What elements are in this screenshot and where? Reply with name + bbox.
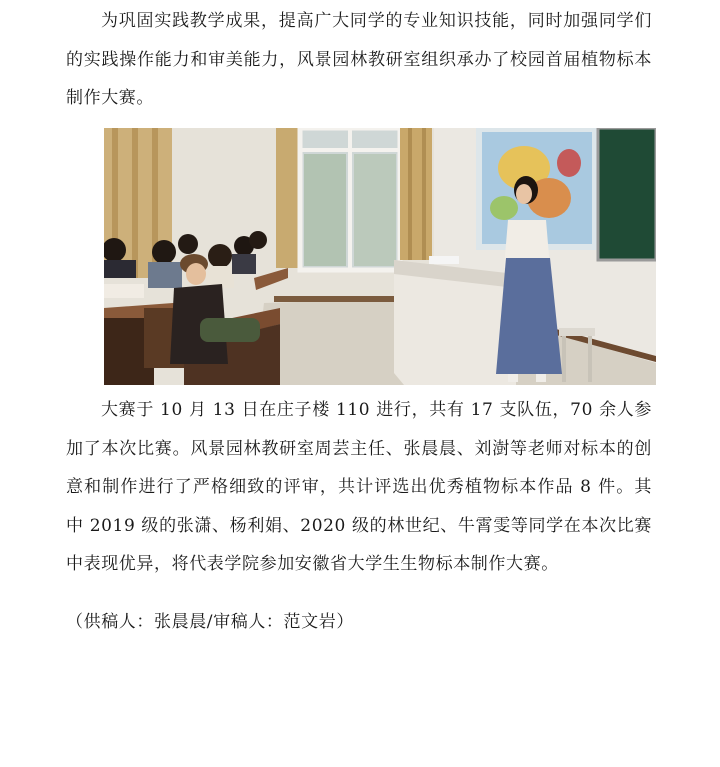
student-body [148,262,182,288]
student-body [104,260,136,278]
curtain-fold [408,128,412,260]
student-head [208,244,232,268]
stool [559,328,595,336]
laptop [429,256,459,264]
map-region [490,196,518,220]
curtain-middle [276,128,300,268]
student-head [178,234,198,254]
student-body [232,254,256,274]
blackboard [598,128,656,260]
map-region [557,149,581,177]
student-sleeve [104,284,144,298]
paragraph-intro: 为巩固实践教学成果，提高广大同学的专业知识技能，同时加强同学们的实践操作能力和审美能力，风景园林教研室组织承办了校园首届植物标本制作大赛。 [66,11,652,108]
student-face [186,263,206,285]
credit-line: （供稿人：张晨晨/审稿人：范文岩） [66,612,354,632]
teacher-face [516,184,532,204]
window-trees [354,154,396,266]
stool-leg [562,336,566,382]
teacher-shoe [508,374,518,382]
paragraph-competition: 大赛于 10 月 13 日在庄子楼 110 进行，共有 17 支队伍，70 余人参加了本次比赛。风景园林教研室周芸主任、张晨晨、刘澍等老师对标本的创意和制作进行了严格细致的评审，共计评选出优秀植物标本作品 8 件。其中 2019 级的张潇、杨利娟、2020 级的林世纪、牛霄雯等同学在本次比赛中表现优异，将代表学院参加安徽省大学生生物标本制作大赛。 [66,400,652,574]
curtain-fold [132,128,138,278]
student-bag [200,318,260,342]
student-head [152,240,176,264]
classroom-photo [104,128,656,385]
teacher-shoe [536,374,546,382]
classroom-illustration [104,128,656,385]
curtain-right [400,128,432,260]
stool-leg [588,336,592,382]
curtain-fold [422,128,426,260]
student-head [249,231,267,249]
window-trees [304,154,346,266]
